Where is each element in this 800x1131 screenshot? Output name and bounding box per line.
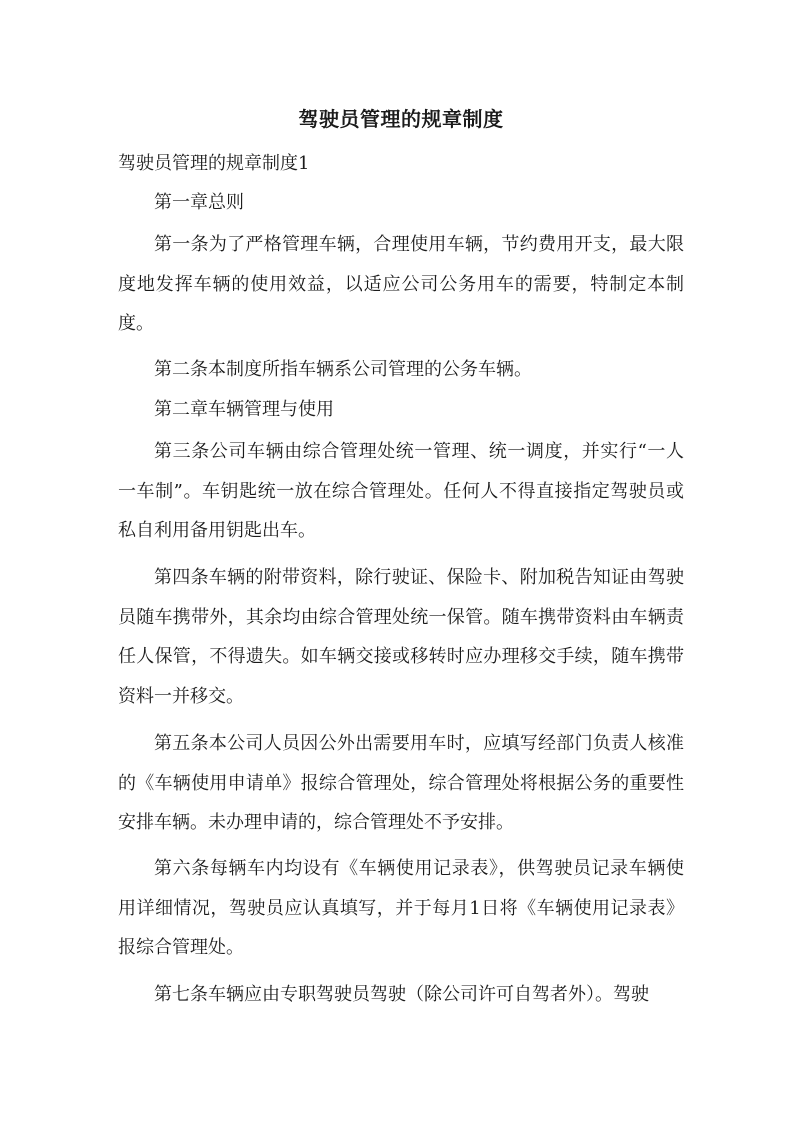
section-heading: 驾驶员管理的规章制度1 [118,153,310,174]
chapter-heading: 第二章车辆管理与使用 [154,399,334,420]
document-title: 驾驶员管理的规章制度 [298,107,504,131]
article-paragraph: 第六条每辆车内均设有《车辆使用记录表》，供驾驶员记录车辆使用详细情况，驾驶员应认真填写，并于每月1日将《车辆使用记录表》报综合管理处。 [118,858,684,959]
article-paragraph: 第一条为了严格管理车辆，合理使用车辆，节约费用开支，最大限度地发挥车辆的使用效益，以适应公司公务用车的需要，特制定本制度。 [118,234,684,335]
article-paragraph: 第五条本公司人员因公外出需要用车时，应填写经部门负责人核准的《车辆使用申请单》报综合管理处，综合管理处将根据公务的重要性安排车辆。未办理申请的，综合管理处不予安排。 [118,733,684,834]
article-paragraph: 第七条车辆应由专职驾驶员驾驶（除公司许可自驾者外）。驾驶 [154,984,649,1005]
article-paragraph: 第四条车辆的附带资料，除行驶证、保险卡、附加税告知证由驾驶员随车携带外，其余均由综合管理处统一保管。随车携带资料由车辆责任人保管，不得遗失。如车辆交接或移转时应办理移交手续，随车携带资料一并移交。 [118,567,684,707]
article-paragraph: 第二条本制度所指车辆系公司管理的公务车辆。 [154,359,532,380]
chapter-heading: 第一章总则 [154,192,244,213]
article-paragraph: 第三条公司车辆由综合管理处统一管理、统一调度，并实行“一人一车制”。车钥匙统一放在综合管理处。任何人不得直接指定驾驶员或私自利用备用钥匙出车。 [118,441,684,542]
